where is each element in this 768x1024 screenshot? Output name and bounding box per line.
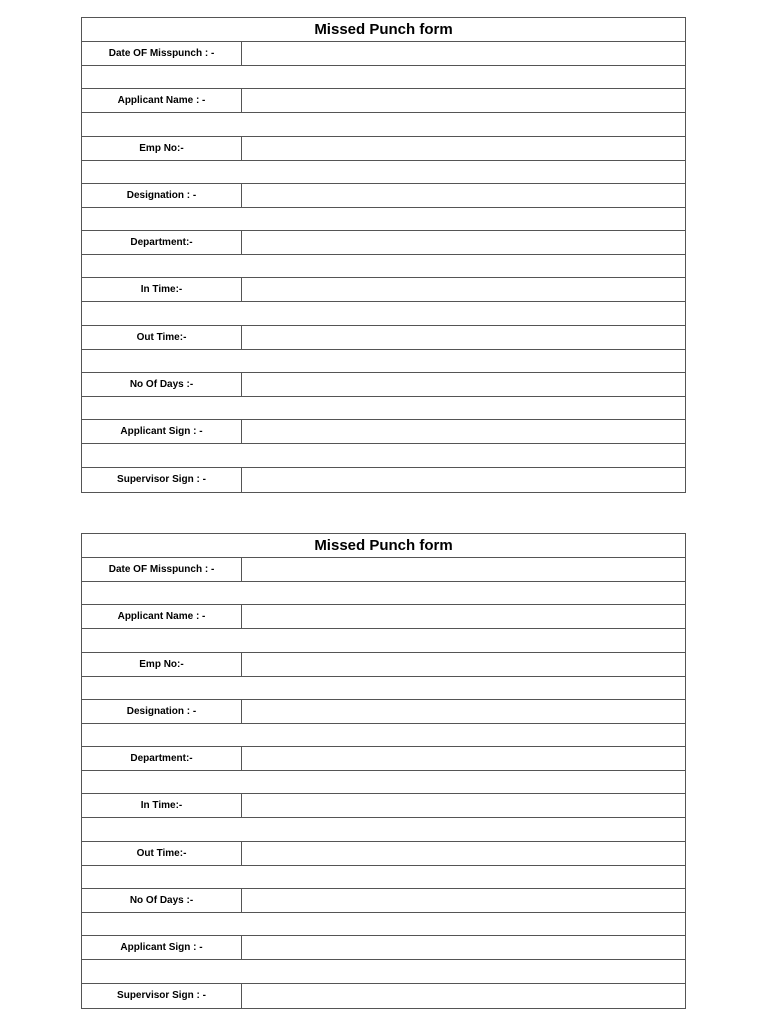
field-label: No Of Days :-	[82, 889, 242, 912]
field-label: Applicant Name : -	[82, 89, 242, 112]
form-row-designation	[82, 700, 685, 724]
field-label: Applicant Sign : -	[82, 420, 242, 443]
spacer-row	[82, 866, 685, 889]
emp-no-field[interactable]	[242, 137, 685, 160]
field-label: Date OF Misspunch : -	[82, 558, 242, 581]
field-label: In Time:-	[82, 794, 242, 817]
field-label: Emp No:-	[82, 653, 242, 676]
missed-punch-form-1	[81, 17, 686, 493]
spacer-row	[82, 350, 685, 373]
spacer-row	[82, 913, 685, 936]
field-label: Supervisor Sign : -	[82, 984, 242, 1008]
applicant-name-field[interactable]	[242, 89, 685, 112]
form-row-emp-no	[82, 137, 685, 161]
form-row-applicant-sign	[82, 936, 685, 960]
spacer-row	[82, 161, 685, 184]
applicant-sign-field[interactable]	[242, 420, 685, 443]
form-row-designation	[82, 184, 685, 208]
missed-punch-form-2	[81, 533, 686, 1009]
spacer-row	[82, 960, 685, 983]
date-of-misspunch-field[interactable]	[242, 558, 685, 581]
emp-no-field[interactable]	[242, 653, 685, 676]
form-row-out-time	[82, 326, 685, 350]
spacer-row	[82, 66, 685, 89]
spacer-row	[82, 113, 685, 136]
field-label: Supervisor Sign : -	[82, 468, 242, 492]
out-time-field[interactable]	[242, 842, 685, 865]
form-row-out-time	[82, 842, 685, 866]
field-label: Department:-	[82, 231, 242, 254]
date-of-misspunch-field[interactable]	[242, 42, 685, 65]
applicant-name-field[interactable]	[242, 605, 685, 628]
spacer-row	[82, 629, 685, 652]
field-label: Designation : -	[82, 184, 242, 207]
form-row-in-time	[82, 794, 685, 818]
spacer-row	[82, 724, 685, 747]
spacer-row	[82, 397, 685, 420]
designation-field[interactable]	[242, 700, 685, 723]
field-label: Out Time:-	[82, 326, 242, 349]
form-row-applicant-name	[82, 605, 685, 629]
designation-field[interactable]	[242, 184, 685, 207]
form-row-supervisor-sign	[82, 984, 685, 1008]
field-label: No Of Days :-	[82, 373, 242, 396]
form-row-date-of-misspunch	[82, 558, 685, 582]
form-row-in-time	[82, 278, 685, 302]
applicant-sign-field[interactable]	[242, 936, 685, 959]
spacer-row	[82, 771, 685, 794]
spacer-row	[82, 444, 685, 467]
no-of-days-field[interactable]	[242, 373, 685, 396]
out-time-field[interactable]	[242, 326, 685, 349]
in-time-field[interactable]	[242, 794, 685, 817]
form-row-department	[82, 231, 685, 255]
no-of-days-field[interactable]	[242, 889, 685, 912]
spacer-row	[82, 818, 685, 841]
supervisor-sign-field[interactable]	[242, 468, 685, 492]
form-title: Missed Punch form	[82, 18, 685, 42]
field-label: Designation : -	[82, 700, 242, 723]
form-title: Missed Punch form	[82, 534, 685, 558]
in-time-field[interactable]	[242, 278, 685, 301]
form-row-department	[82, 747, 685, 771]
department-field[interactable]	[242, 231, 685, 254]
spacer-row	[82, 677, 685, 700]
field-label: In Time:-	[82, 278, 242, 301]
spacer-row	[82, 582, 685, 605]
form-row-date-of-misspunch	[82, 42, 685, 66]
field-label: Date OF Misspunch : -	[82, 42, 242, 65]
form-row-no-of-days	[82, 889, 685, 913]
supervisor-sign-field[interactable]	[242, 984, 685, 1008]
form-row-supervisor-sign	[82, 468, 685, 492]
form-row-emp-no	[82, 653, 685, 677]
spacer-row	[82, 302, 685, 325]
field-label: Out Time:-	[82, 842, 242, 865]
field-label: Department:-	[82, 747, 242, 770]
form-row-applicant-name	[82, 89, 685, 113]
department-field[interactable]	[242, 747, 685, 770]
form-row-no-of-days	[82, 373, 685, 397]
spacer-row	[82, 255, 685, 278]
field-label: Applicant Sign : -	[82, 936, 242, 959]
spacer-row	[82, 208, 685, 231]
field-label: Emp No:-	[82, 137, 242, 160]
form-row-applicant-sign	[82, 420, 685, 444]
field-label: Applicant Name : -	[82, 605, 242, 628]
